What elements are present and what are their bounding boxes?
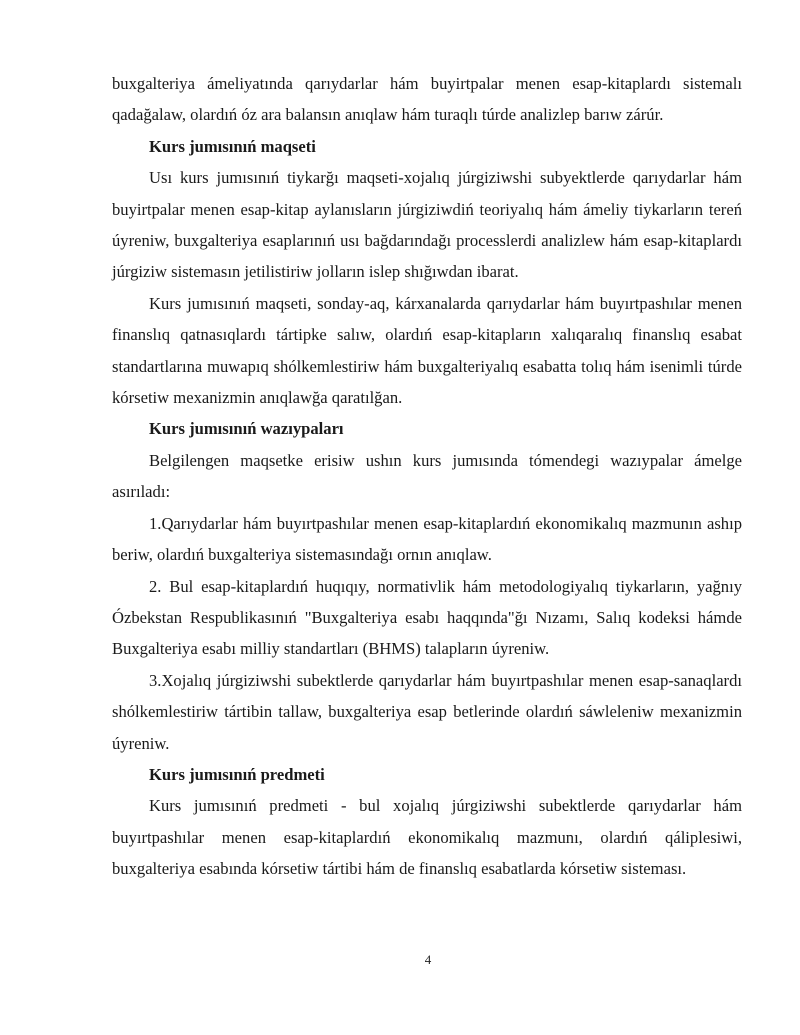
heading-course-subject: Kurs jumısınıń predmeti xyxy=(149,764,325,784)
task-item-1: 1.Qarıydarlar hám buyırtpashılar menen esap-kitaplardıń ekonomikalıq mazmunın ashıp beriw, olardıń buxgalteriya sistemasındağı ornın anıqlaw. xyxy=(112,513,742,565)
heading-course-goal: Kurs jumısınıń maqseti xyxy=(149,136,316,156)
paragraph-tasks-intro: Belgilengen maqsetke erisiw ushın kurs jumısında tómendegi wazıypalar ámelge asırıladı: xyxy=(112,450,742,502)
paragraph-main-goal: Usı kurs jumısınıń tiykarğı maqseti-xojalıq júrgiziwshi subyektlerde qarıydarlar hám buyirtpalar menen esap-kitap aylanısların júrgiziwdiń teoriyalıq hám ámeliy tiykarların tereń úyreniw, buxgalteriya esaplarınıń usı bağdarındağı processlerdi analizlew hám esap-kitaplardı júrgiziw sistemasın jetilistiriw jolların islep shığıwdan ibarat. xyxy=(112,168,742,282)
task-item-3: 3.Xojalıq júrgiziwshi subektlerde qarıydarlar hám buyırtpashılar menen esap-sanaqlardı shólkemlestiriw tártibin tallaw, buxgalteriya esap betlerinde olardıń sáwleleniw mexanizmin úyreniw. xyxy=(112,670,742,753)
paragraph-subject: Kurs jumısınıń predmeti - bul xojalıq júrgiziwshi subektlerde qarıydarlar hám buyırtpashılar menen esap-kitaplardıń ekonomikalıq mazmunı, olardıń qáliplesiwi, buxgalteriya esabında kórsetiw tártibi hám de finanslıq esabatlarda kórsetiw sisteması. xyxy=(112,796,742,879)
page-number: 4 xyxy=(424,952,432,967)
document-body xyxy=(112,68,742,885)
heading-course-tasks: Kurs jumısınıń wazıypaları xyxy=(149,419,344,439)
task-item-2: 2. Bul esap-kitaplardıń huqıqıy, normativlik hám metodologiyalıq tiykarların, yağnıy Ózbekstan Respublikasınıń "Buxgalteriya esabı haqqında"ğı Nızamı, Salıq kodeksi hámde Buxgalteriya esabı milliy standartları (BHMS) talapların úyreniw. xyxy=(112,576,742,659)
paragraph-continuation: buxgalteriya ámeliyatında qarıydarlar hám buyirtpalar menen esap-kitaplardı sistemalı qadağalaw, olardıń óz ara balansın anıqlaw hám turaqlı túrde analizlep barıw zárúr. xyxy=(112,74,742,125)
paragraph-goal-also: Kurs jumısınıń maqseti, sonday-aq, kárxanalarda qarıydarlar hám buyırtpashılar menen finanslıq qatnasıqlardı tártipke salıw, olardıń esap-kitapların xalıqaralıq finanslıq esabat standartlarına muwapıq shólkemlestiriw hám buxgalteriyalıq esabatta tolıq hám isenimli túrde kórsetiw mexanizmin anıqlawğa qaratılğan. xyxy=(112,293,742,408)
